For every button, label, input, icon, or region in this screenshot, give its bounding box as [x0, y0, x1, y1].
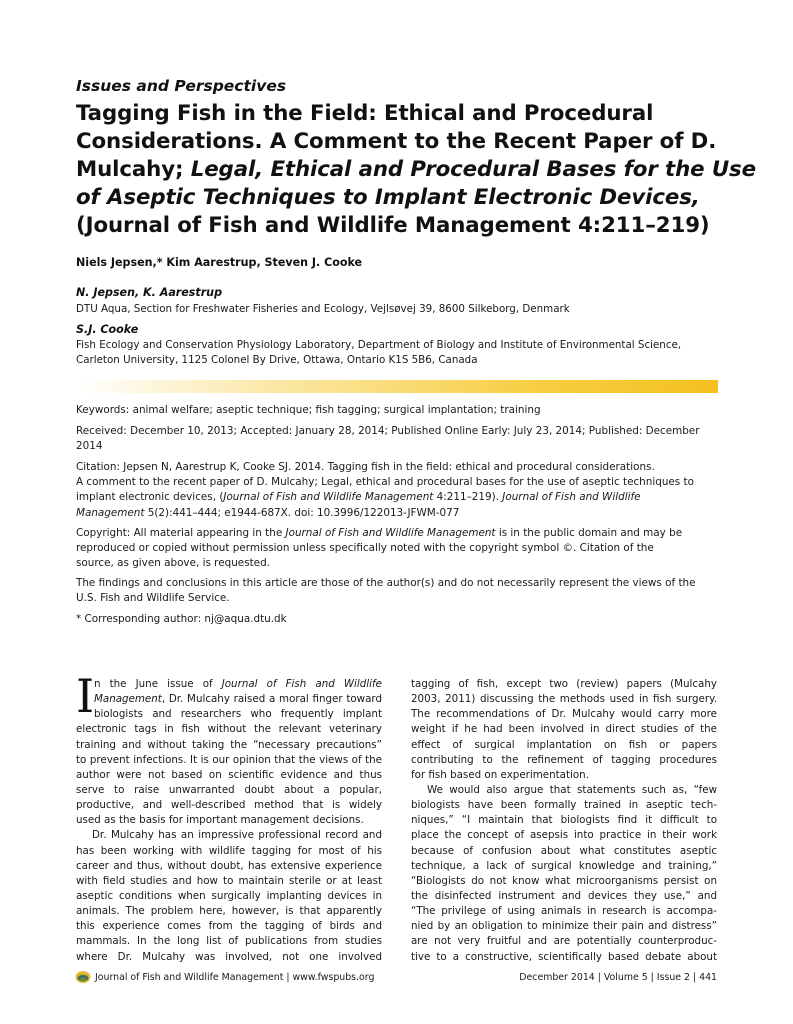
affiliation-2-names: S.J. Cooke — [76, 323, 139, 336]
citation — [76, 460, 718, 521]
body-line: technique, a lack of surgical knowledge and training,” — [411, 859, 717, 872]
citation-line-2: A comment to the recent paper of D. Mulcahy; Legal, ethical and procedural bases for the use of aseptic techniques to — [76, 476, 694, 489]
citation-journal-italic: Journal of Fish and Wildlife Management — [223, 491, 434, 504]
body-line: because of confusion about what constitutes aseptic — [411, 844, 717, 857]
body-column-left — [76, 677, 382, 965]
title-line-4 — [76, 184, 746, 212]
affiliation-2-address — [76, 338, 726, 368]
body-line: where Dr. Mulcahy was involved, not one involved — [76, 950, 382, 963]
received-line-1: Received: December 10, 2013; Accepted: January 28, 2014; Published Online Early: July 23, 2014; Published: December — [76, 425, 700, 437]
title-line-3 — [76, 156, 756, 184]
copyright-notice — [76, 526, 718, 572]
body-line: career and thus, without doubt, has extensive experience — [76, 859, 382, 872]
body-line: aseptic conditions when surgically implanting devices in — [76, 889, 382, 902]
body-line: with field studies and how to maintain sterile or at least — [76, 874, 382, 887]
citation-line-3 — [76, 490, 718, 505]
body-line: We would also argue that statements such as, “few — [427, 783, 717, 796]
corresponding-author-text: * Corresponding author: nj@aqua.dtu.dk — [76, 613, 287, 625]
citation-journal-italic-2: Journal of Fish and Wildlife — [502, 491, 641, 504]
body-line: used as the basis for important management decisions. — [76, 814, 364, 827]
body-text: n the June issue of — [94, 678, 222, 690]
citation-journal-italic-3: Management — [76, 506, 145, 519]
body-line: animals. The problem here, however, is that apparently — [76, 905, 382, 918]
body-line — [76, 677, 382, 692]
affiliation-1-address — [76, 302, 726, 317]
body-line: author were not based on scientific evidence and thus — [76, 768, 382, 781]
header-divider-rule — [76, 380, 718, 393]
section-label: Issues and Perspectives — [76, 77, 287, 95]
keywords — [76, 403, 718, 418]
received-dates — [76, 424, 718, 454]
body-line: 2003, 2011) discussing the methods used in fish surgery. — [411, 693, 717, 706]
body-line: the disinfected instrument and devices they use,” and — [411, 889, 717, 902]
body-line: electronic tags in fish without the relevant veterinary — [76, 723, 382, 736]
received-line-2: 2014 — [76, 440, 103, 453]
body-line: this experience comes from the tagging of birds and — [76, 920, 382, 933]
body-line: tive to a constructive, scientifically based debate about — [411, 950, 717, 963]
title-line-5: (Journal of Fish and Wildlife Management 4:211–219) — [76, 213, 710, 238]
body-text: , Dr. Mulcahy raised a moral finger toward — [161, 693, 382, 706]
copyright-line-1 — [76, 526, 718, 541]
disclaimer-line-1: The findings and conclusions in this article are those of the author(s) and do not necessarily represent the views of the — [76, 577, 696, 589]
body-line: to prevent infections. It is our opinion that the views of the — [76, 753, 382, 766]
citation-line-4-b: 5(2):441–444; e1944-687X. doi: 10.3996/122013-JFWM-077 — [144, 506, 460, 519]
journal-logo-icon — [75, 970, 91, 984]
footer-issue-info: December 2014 | Volume 5 | Issue 2 | 441 — [519, 972, 717, 983]
title-line-2: Considerations. A Comment to the Recent Paper of D. — [76, 129, 717, 154]
citation-line-3-c: 4:211–219). — [433, 491, 503, 504]
body-line: biologists and researchers who frequently implant — [94, 708, 382, 721]
body-line: “The privilege of using animals in research is accompa- — [411, 905, 717, 918]
body-line: mammals. In the long list of publications from studies — [76, 935, 382, 948]
affiliation-1-names: N. Jepsen, K. Aarestrup — [76, 286, 223, 299]
body-line: niques,” “I maintain that biologists find it difficult to — [411, 814, 717, 827]
body-line: effect of surgical implantation on fish or papers — [411, 738, 717, 751]
body-column-right — [411, 677, 717, 965]
body-line: contributing to the refinement of tagging procedures — [411, 753, 717, 766]
body-line: training and without taking the “necessary precautions” — [76, 738, 382, 751]
corresponding-author — [76, 612, 718, 627]
title-line-4-italic: of Aseptic Techniques to Implant Electronic Devices, — [76, 185, 700, 210]
body-line: “Biologists do not know what microorganisms persist on — [411, 874, 717, 887]
copyright-journal-italic: Journal of Fish and Wildlife Management — [285, 527, 496, 539]
disclaimer-line-2: U.S. Fish and Wildlife Service. — [76, 592, 230, 605]
disclaimer — [76, 576, 718, 606]
body-line: Dr. Mulcahy has an impressive professional record and — [92, 829, 382, 842]
title-line-3-italic: Legal, Ethical and Procedural Bases for the Use — [190, 157, 756, 182]
article-title — [76, 100, 756, 240]
affiliation-2-line-2: Carleton University, 1125 Colonel By Drive, Ottawa, Ontario K1S 5B6, Canada — [76, 354, 478, 367]
body-line: The recommendations of Dr. Mulcahy would carry more — [411, 708, 717, 721]
body-line: productive, and well-described method that is widely — [76, 799, 382, 812]
body-journal-italic: Management — [94, 693, 162, 706]
affiliation-1-line: DTU Aqua, Section for Freshwater Fisheries and Ecology, Vejlsøvej 39, 8600 Silkeborg, Denmark — [76, 303, 570, 315]
body-line: nied by an obligation to minimize their pain and distress” — [411, 920, 717, 933]
copyright-line-1-c: is in the public domain and may be — [495, 527, 683, 539]
body-line: for fish based on experimentation. — [411, 768, 589, 781]
title-line-3-plain: Mulcahy; — [76, 157, 191, 182]
body-line: serve to raise unwarranted doubt about a popular, — [76, 783, 382, 796]
body-line: weight if he had been involved in direct studies of the — [411, 723, 717, 736]
title-line-1: Tagging Fish in the Field: Ethical and Procedural — [76, 101, 654, 126]
footer-journal: Journal of Fish and Wildlife Management | www.fwspubs.org — [95, 972, 375, 983]
keywords-text: Keywords: animal welfare; aseptic technique; fish tagging; surgical implantation; training — [76, 404, 541, 416]
affiliation-2-line-1: Fish Ecology and Conservation Physiology Laboratory, Department of Biology and Institute of Environmental Science, — [76, 339, 682, 351]
copyright-line-3: source, as given above, is requested. — [76, 557, 270, 570]
body-line: has been working with wildlife tagging for most of his — [76, 844, 382, 857]
citation-line-3-a: implant electronic devices, ( — [76, 491, 224, 504]
body-line: biologists have been formally trained in aseptic tech- — [411, 799, 717, 812]
body-line — [76, 692, 382, 707]
body-line: tagging of fish, except two (review) papers (Mulcahy — [411, 678, 717, 690]
body-line: are not very fruitful and are potentially counterproduc- — [411, 935, 717, 948]
citation-line-1: Citation: Jepsen N, Aarestrup K, Cooke SJ. 2014. Tagging fish in the field: ethical and procedural considerations. — [76, 461, 655, 473]
copyright-line-2: reproduced or copied without permission unless specifically noted with the copyright symbol ©. Citation of the — [76, 542, 654, 555]
author-list: Niels Jepsen,* Kim Aarestrup, Steven J. Cooke — [76, 256, 363, 269]
body-journal-italic: Journal of Fish and Wildlife — [221, 678, 382, 690]
body-line: place the concept of asepsis into practice in their work — [411, 829, 717, 842]
copyright-line-1-a: Copyright: All material appearing in the — [76, 527, 286, 539]
citation-line-4 — [76, 506, 718, 521]
drop-cap: I — [76, 669, 95, 723]
